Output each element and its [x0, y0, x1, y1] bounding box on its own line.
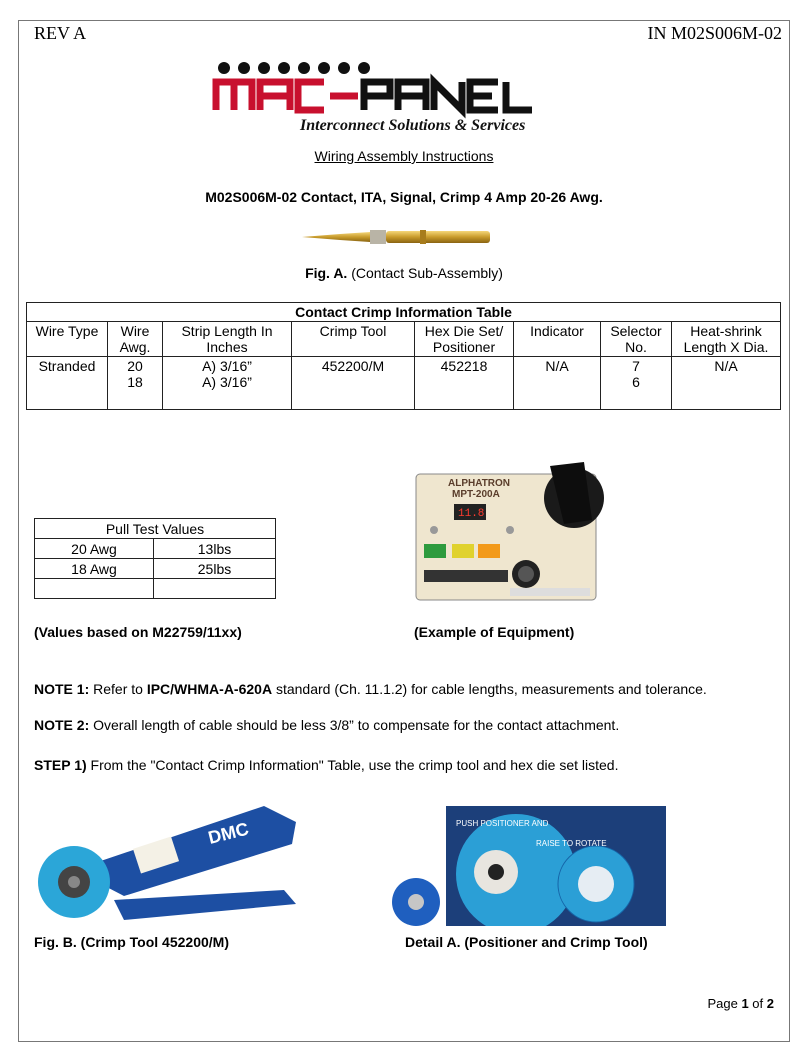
mac-panel-logo: [212, 60, 596, 136]
detail-a-caption: Detail A. (Positioner and Crimp Tool): [405, 934, 648, 950]
fig-b-caption: Fig. B. (Crimp Tool 452200/M): [34, 934, 229, 950]
step-1: STEP 1) From the "Contact Crimp Information" Table, use the crimp tool and hex die set listed.: [34, 757, 619, 773]
page-number: Page 1 of 2: [707, 996, 774, 1011]
note-1: NOTE 1: Refer to IPC/WHMA-A-620A standard (Ch. 11.1.2) for cable lengths, measurements and tolerance.: [34, 681, 707, 697]
pull-test-caption: Pull Test Values: [35, 519, 276, 539]
svg-text:MPT-200A: MPT-200A: [452, 489, 500, 500]
contact-image: [300, 226, 492, 248]
equipment-caption: (Example of Equipment): [414, 624, 575, 640]
revision-label: REV A: [34, 23, 87, 43]
table-row: 20 Awg 13lbs: [35, 539, 276, 559]
page-title: Wiring Assembly Instructions: [314, 148, 494, 164]
svg-text:ALPHATRON: ALPHATRON: [448, 478, 511, 489]
document-id: IN M02S006M-02: [647, 23, 782, 43]
values-based-caption: (Values based on M22759/11xx): [34, 624, 242, 640]
svg-text:11.8: 11.8: [458, 508, 485, 520]
crimp-table-header: Wire Type Wire Awg. Strip Length In Inches Crimp Tool Hex Die Set/ Positioner Indicator Selector No. Heat-shrink Length X Dia.: [27, 322, 781, 357]
table-row: 18 Awg 25lbs: [35, 559, 276, 579]
svg-text:RAISE TO ROTATE: RAISE TO ROTATE: [536, 839, 607, 848]
pull-test-table: [34, 518, 276, 599]
crimp-table-caption: Contact Crimp Information Table: [27, 303, 781, 322]
fig-a-caption: Fig. A. (Contact Sub-Assembly): [305, 265, 503, 281]
pull-tester-image: [414, 460, 606, 608]
positioner-detail-image: [386, 806, 666, 926]
svg-text:DMC: DMC: [206, 818, 251, 848]
svg-text:PUSH POSITIONER AND: PUSH POSITIONER AND: [456, 819, 549, 828]
logo-tagline: Interconnect Solutions & Services: [300, 117, 526, 134]
crimp-info-table: [26, 302, 781, 410]
table-row: [35, 579, 276, 599]
contact-subtitle: M02S006M-02 Contact, ITA, Signal, Crimp 4 Amp 20-26 Awg.: [205, 189, 603, 205]
crimp-tool-image: [34, 800, 304, 925]
table-row: Stranded 20 18 A) 3/16” A) 3/16” 452200/M 452218 N/A 7 6 N/A: [27, 357, 781, 410]
note-2: NOTE 2: Overall length of cable should be less 3/8” to compensate for the contact attachment.: [34, 717, 620, 733]
